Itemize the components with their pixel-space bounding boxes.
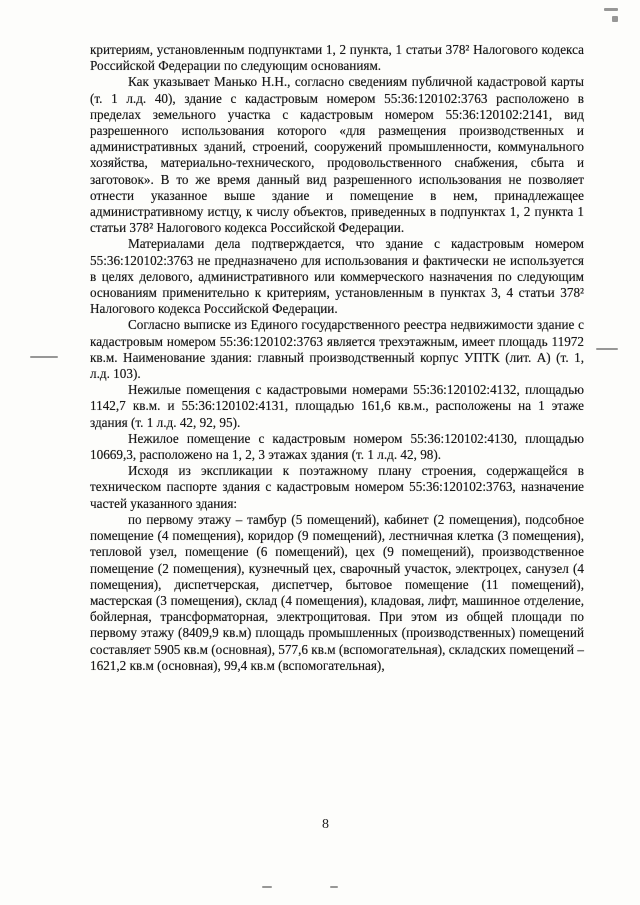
scan-speck — [596, 348, 618, 350]
scan-speck — [604, 8, 618, 11]
document-body — [90, 42, 584, 674]
paragraph: по первому этажу – тамбур (5 помещений), кабинет (2 помещения), подсобное помещение (4 помещения), коридор (9 помещений), лестничная клетка (3 помещения), тепловой узел, помещение (6 помещений), цех (9 помещений), производственное помещение (2 помещения), кузнечный цех, сварочный участок, электроцех, санузел (4 помещения), диспетчерская, диспетчер, бытовое помещение (11 помещений), мастерская (3 помещения), склад (4 помещения), кладовая, лифт, машинное отделение, бойлерная, трансформаторная, электрощитовая. При этом из общей площади по первому этажу (8409,9 кв.м) площадь промышленных (производственных) помещений составляет 5905 кв.м (основная), 577,6 кв.м (вспомогательная), складских помещений – 1621,2 кв.м (основная), 99,4 кв.м (вспомогательная), — [90, 511, 584, 673]
paragraph: Согласно выписке из Единого государственного реестра недвижимости здание с кадастровым номером 55:36:120102:3763 является трехэтажным, имеет площадь 11972 кв.м. Наименование здания: главный производственный корпус УПТК (лит. А) (т. 1, л.д. 103). — [90, 317, 584, 382]
scan-speck — [30, 356, 58, 358]
paragraph: Нежилое помещение с кадастровым номером 55:36:120102:4130, площадью 10669,3, расположено на 1, 2, 3 этажах здания (т. 1 л.д. 42, 98). — [90, 430, 584, 463]
paragraph: Нежилые помещения с кадастровыми номерами 55:36:120102:4132, площадью 1142,7 кв.м. и 55:36:120102:4131, площадью 161,6 кв.м., расположены на 1 этаже здания (т. 1 л.д. 42, 92, 95). — [90, 382, 584, 430]
paragraph: Как указывает Манько Н.Н., согласно сведениям публичной кадастровой карты (т. 1 л.д. 40), здание с кадастровым номером 55:36:120102:3763 расположено в пределах земельного участка с кадастровым номером 55:36:120102:2141, вид разрешенного использования которого «для размещения производственных и административных зданий, строений, сооружений промышленности, коммунального хозяйства, материально-технического, продовольственного снабжения, сбыта и заготовок». В то же время данный вид разрешенного использования не позволяет отнести указанное выше здание и помещение в нем, принадлежащее административному истцу, к числу объектов, приведенных в подпунктах 1, 2 пункта 1 статьи 378² Налогового кодекса Российской Федерации. — [90, 74, 584, 236]
scan-speck — [262, 886, 272, 888]
paragraph: Исходя из экспликации к поэтажному плану строения, содержащейся в техническом паспорте здания с кадастровым номером 55:36:120102:3763, назначение частей указанного здания: — [90, 463, 584, 511]
scan-speck — [612, 16, 618, 22]
paragraph: Материалами дела подтверждается, что здание с кадастровым номером 55:36:120102:3763 не предназначено для использования и фактически не используется в целях делового, административного или коммерческого назначения по следующим основаниям применительно к критериям, установленным в пунктах 3, 4 статьи 378² Налогового кодекса Российской Федерации. — [90, 236, 584, 317]
scan-speck — [330, 886, 338, 888]
page-number: 8 — [322, 817, 329, 832]
paragraph: критериям, установленным подпунктами 1, 2 пункта, 1 статьи 378² Налогового кодекса Российской Федерации по следующим основаниям. — [90, 42, 584, 74]
